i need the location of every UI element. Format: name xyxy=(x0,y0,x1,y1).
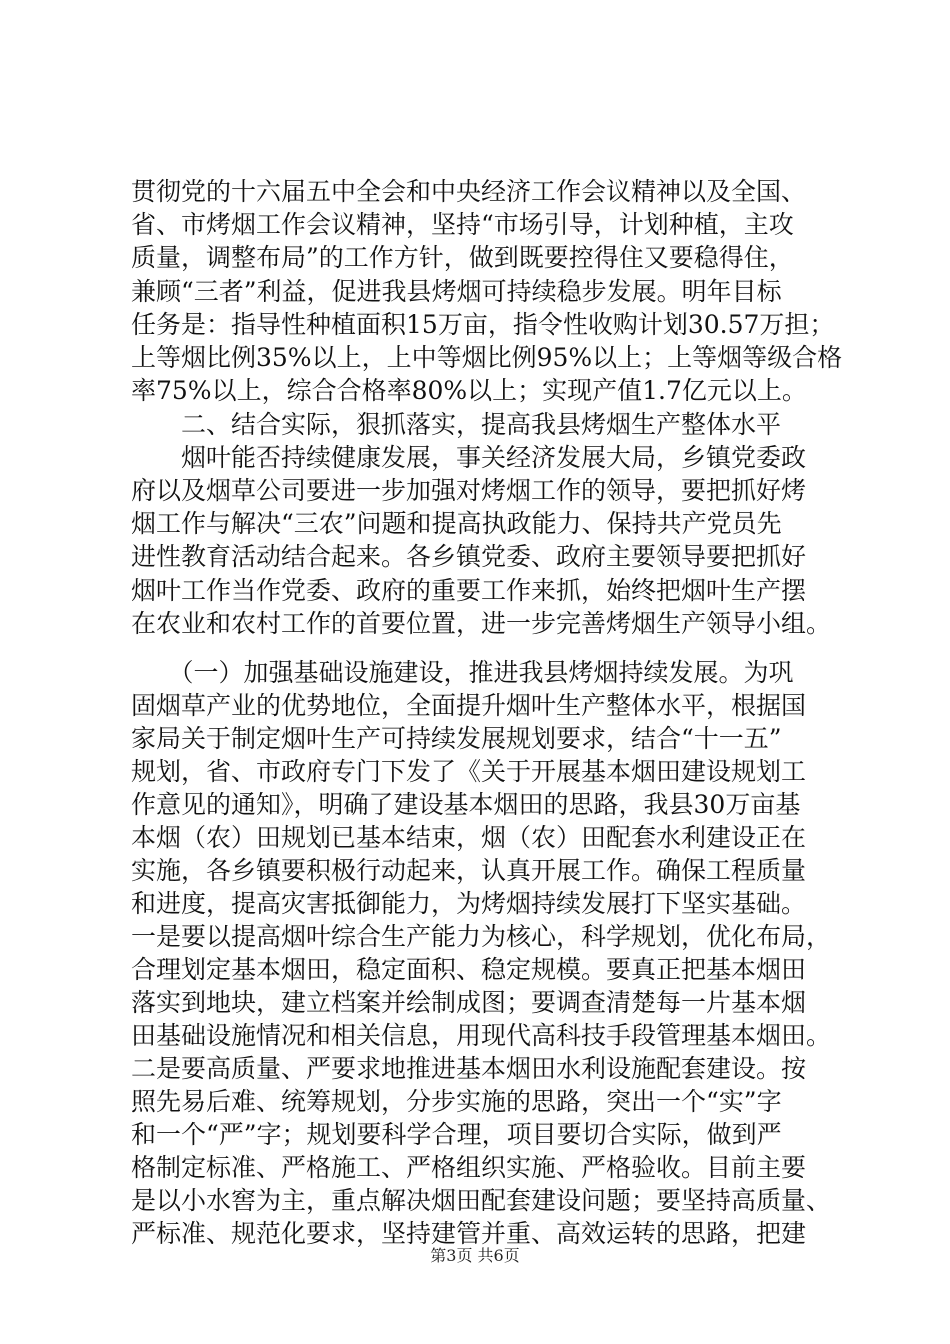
body-text-line: 格制定标准、严格施工、严格组织实施、严格验收。目前主要 xyxy=(131,1153,807,1182)
body-text-line: 任务是：指导性种植面积15万亩，指令性收购计划30.57万担； xyxy=(131,310,835,339)
body-text-line: 家局关于制定烟叶生产可持续发展规划要求，结合“十一五” xyxy=(131,724,782,753)
body-text-line: 固烟草产业的优势地位，全面提升烟叶生产整体水平，根据国 xyxy=(131,691,807,720)
body-text-line: 作意见的通知》，明确了建设基本烟田的思路，我县30万亩基 xyxy=(131,790,801,819)
body-text-line: 规划，省、市政府专门下发了《关于开展基本烟田建设规划工 xyxy=(131,757,807,786)
page-footer: 第3页 共6页 xyxy=(430,1246,520,1265)
body-text-line: 合理划定基本烟田，稳定面积、稳定规模。要真正把基本烟田 xyxy=(131,955,807,984)
body-text-line: 府以及烟草公司要进一步加强对烤烟工作的领导，要把抓好烤 xyxy=(131,476,807,505)
section-heading: 二、结合实际，狠抓落实，提高我县烤烟生产整体水平 xyxy=(131,410,782,439)
body-text-line: 和进度，提高灾害抵御能力，为烤烟持续发展打下坚实基础。 xyxy=(131,889,807,918)
body-text-line: 是以小水窖为主，重点解决烟田配套建设问题；要坚持高质量、 xyxy=(131,1186,832,1215)
body-text-line: 贯彻党的十六届五中全会和中央经济工作会议精神以及全国、 xyxy=(131,177,807,206)
body-text-line: 省、市烤烟工作会议精神，坚持“市场引导，计划种植，主攻 xyxy=(131,210,794,239)
body-text-line: 在农业和农村工作的首要位置，进一步完善烤烟生产领导小组。 xyxy=(131,609,832,638)
body-text-line: 兼顾“三者”利益，促进我县烤烟可持续稳步发展。明年目标 xyxy=(131,277,782,306)
body-text-line: 本烟（农）田规划已基本结束，烟（农）田配套水利建设正在 xyxy=(131,823,807,852)
body-text-line: 田基础设施情况和相关信息，用现代高科技手段管理基本烟田。 xyxy=(131,1021,832,1050)
body-text-line: 烟工作与解决“三农”问题和提高执政能力、保持共产党员先 xyxy=(131,509,782,538)
body-text-line: 烟叶工作当作党委、政府的重要工作来抓，始终把烟叶生产摆 xyxy=(131,576,807,605)
body-text-line: 和一个“严”字；规划要科学合理，项目要切合实际，做到严 xyxy=(131,1120,782,1149)
body-text-line: 一是要以提高烟叶综合生产能力为核心，科学规划，优化布局， xyxy=(131,922,832,951)
body-text-line: 上等烟比例35%以上，上中等烟比例95%以上；上等烟等级合格 xyxy=(131,343,843,372)
body-text-line: 严标准、规范化要求，坚持建管并重、高效运转的思路，把建 xyxy=(131,1219,807,1248)
body-text-line: 烟叶能否持续健康发展，事关经济发展大局，乡镇党委政 xyxy=(131,443,807,472)
body-text-line: 落实到地块，建立档案并绘制成图；要调查清楚每一片基本烟 xyxy=(131,988,807,1017)
body-text-line: 率75%以上，综合合格率80%以上；实现产值1.7亿元以上。 xyxy=(131,376,807,405)
body-text-line: 照先易后难、统筹规划，分步实施的思路，突出一个“实”字 xyxy=(131,1087,782,1116)
body-text-line: 进性教育活动结合起来。各乡镇党委、政府主要领导要把抓好 xyxy=(131,542,807,571)
body-text-line: 二是要高质量、严要求地推进基本烟田水利设施配套建设。按 xyxy=(131,1054,807,1083)
body-text-line: 质量，调整布局”的工作方针，做到既要控得住又要稳得住， xyxy=(131,243,794,272)
subsection-lead-line: （一）加强基础设施建设，推进我县烤烟持续发展。为巩 xyxy=(131,658,794,687)
body-text-line: 实施，各乡镇要积极行动起来，认真开展工作。确保工程质量 xyxy=(131,856,807,885)
